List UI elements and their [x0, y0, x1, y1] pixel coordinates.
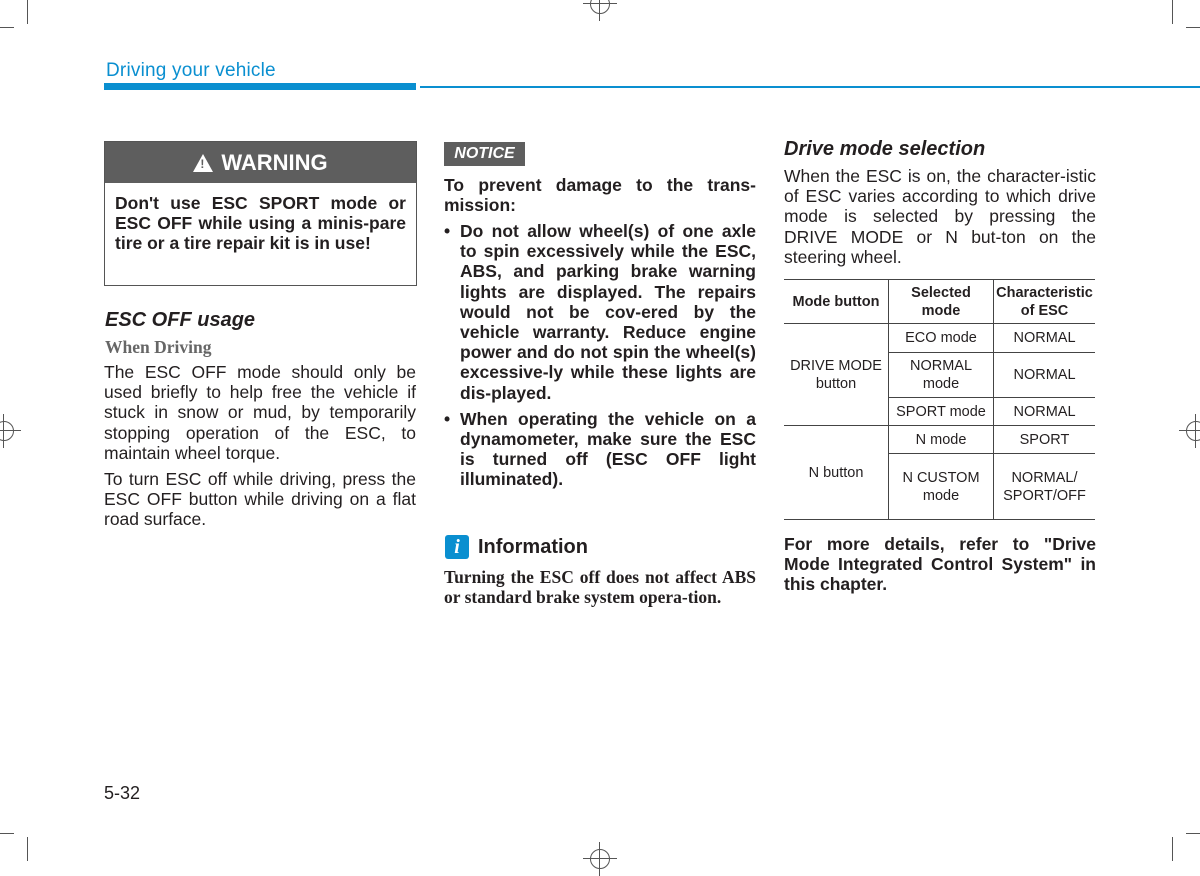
information-text: Turning the ESC off does not affect ABS or standard brake system opera-tion.	[444, 567, 756, 608]
notice-item: • Do not allow wheel(s) of one axle to spin excessively while the ESC, ABS, and parking brake warning lights are displayed. The repairs would not be cov-ered by the vehicle warranty. Reduce engine power and do not spin the wheel(s) excessive-ly while these lights are dis-played.	[444, 221, 756, 403]
drive-mode-heading: Drive mode selection	[784, 138, 986, 160]
table-header: Selected mode	[889, 280, 994, 324]
header-rule-thin	[420, 86, 1200, 88]
notice-list	[444, 221, 756, 496]
table-cell-button: DRIVE MODE button	[784, 324, 889, 426]
notice-item: • When operating the vehicle on a dynamometer, make sure the ESC is turned off (ESC OFF light illuminated).	[444, 409, 756, 490]
header-rule-thick	[104, 83, 416, 90]
drive-mode-intro: When the ESC is on, the character-istic of ESC varies according to which drive mode is selected by pressing the DRIVE MODE or N but-ton on the steering wheel.	[784, 166, 1096, 267]
table-header: Characteristic of ESC	[994, 280, 1096, 324]
table-cell-mode: SPORT mode	[889, 398, 994, 426]
warning-label: WARNING	[221, 149, 328, 175]
crop-mark	[0, 27, 14, 28]
esc-off-heading: ESC OFF usage	[105, 309, 256, 331]
information-title: Information	[478, 536, 588, 558]
registration-mark	[0, 421, 14, 441]
notice-intro: To prevent damage to the trans-mission:	[444, 175, 756, 216]
crop-mark	[0, 833, 14, 834]
table-header: Mode button	[784, 280, 889, 324]
drive-mode-table	[784, 279, 1095, 520]
table-cell-mode: ECO mode	[889, 324, 994, 353]
table-cell-mode: N CUSTOM mode	[889, 454, 994, 520]
notice-label: NOTICE	[444, 142, 525, 166]
crop-mark	[1186, 27, 1200, 28]
table-cell-button: N button	[784, 426, 889, 520]
table-cell-esc: SPORT	[994, 426, 1096, 454]
section-title: Driving your vehicle	[106, 60, 276, 81]
table-row	[784, 324, 1095, 353]
esc-off-paragraph-2: To turn ESC off while driving, press the ESC OFF button while driving on a flat road surface.	[104, 469, 416, 530]
table-cell-esc: NORMAL/ SPORT/OFF	[994, 454, 1096, 520]
registration-mark	[1186, 421, 1200, 441]
registration-mark	[590, 849, 610, 869]
table-row	[784, 426, 1095, 454]
table-cell-mode: N mode	[889, 426, 994, 454]
registration-mark	[590, 0, 610, 14]
table-cell-esc: NORMAL	[994, 398, 1096, 426]
warning-header	[105, 142, 416, 183]
table-cell-esc: NORMAL	[994, 324, 1096, 353]
warning-triangle-icon: !	[193, 154, 213, 172]
crop-mark	[1172, 0, 1173, 24]
esc-off-paragraph-1: The ESC OFF mode should only be used briefly to help free the vehicle if stuck in snow or mud, by temporarily stopping operation of the ESC, to maintain wheel torque.	[104, 362, 416, 463]
crop-mark	[27, 837, 28, 861]
page-number: 5-32	[104, 783, 141, 803]
table-cell-esc: NORMAL	[994, 353, 1096, 398]
table-cell-mode: NORMAL mode	[889, 353, 994, 398]
drive-mode-footer: For more details, refer to "Drive Mode Integrated Control System" in this chapter.	[784, 534, 1096, 595]
information-icon: i	[445, 535, 469, 559]
warning-box	[104, 141, 417, 286]
crop-mark	[1186, 833, 1200, 834]
warning-text: Don't use ESC SPORT mode or ESC OFF while using a minis-pare tire or a tire repair kit is in use!	[115, 193, 406, 253]
esc-off-subheading: When Driving	[105, 337, 212, 357]
crop-mark	[27, 0, 28, 24]
crop-mark	[1172, 837, 1173, 861]
